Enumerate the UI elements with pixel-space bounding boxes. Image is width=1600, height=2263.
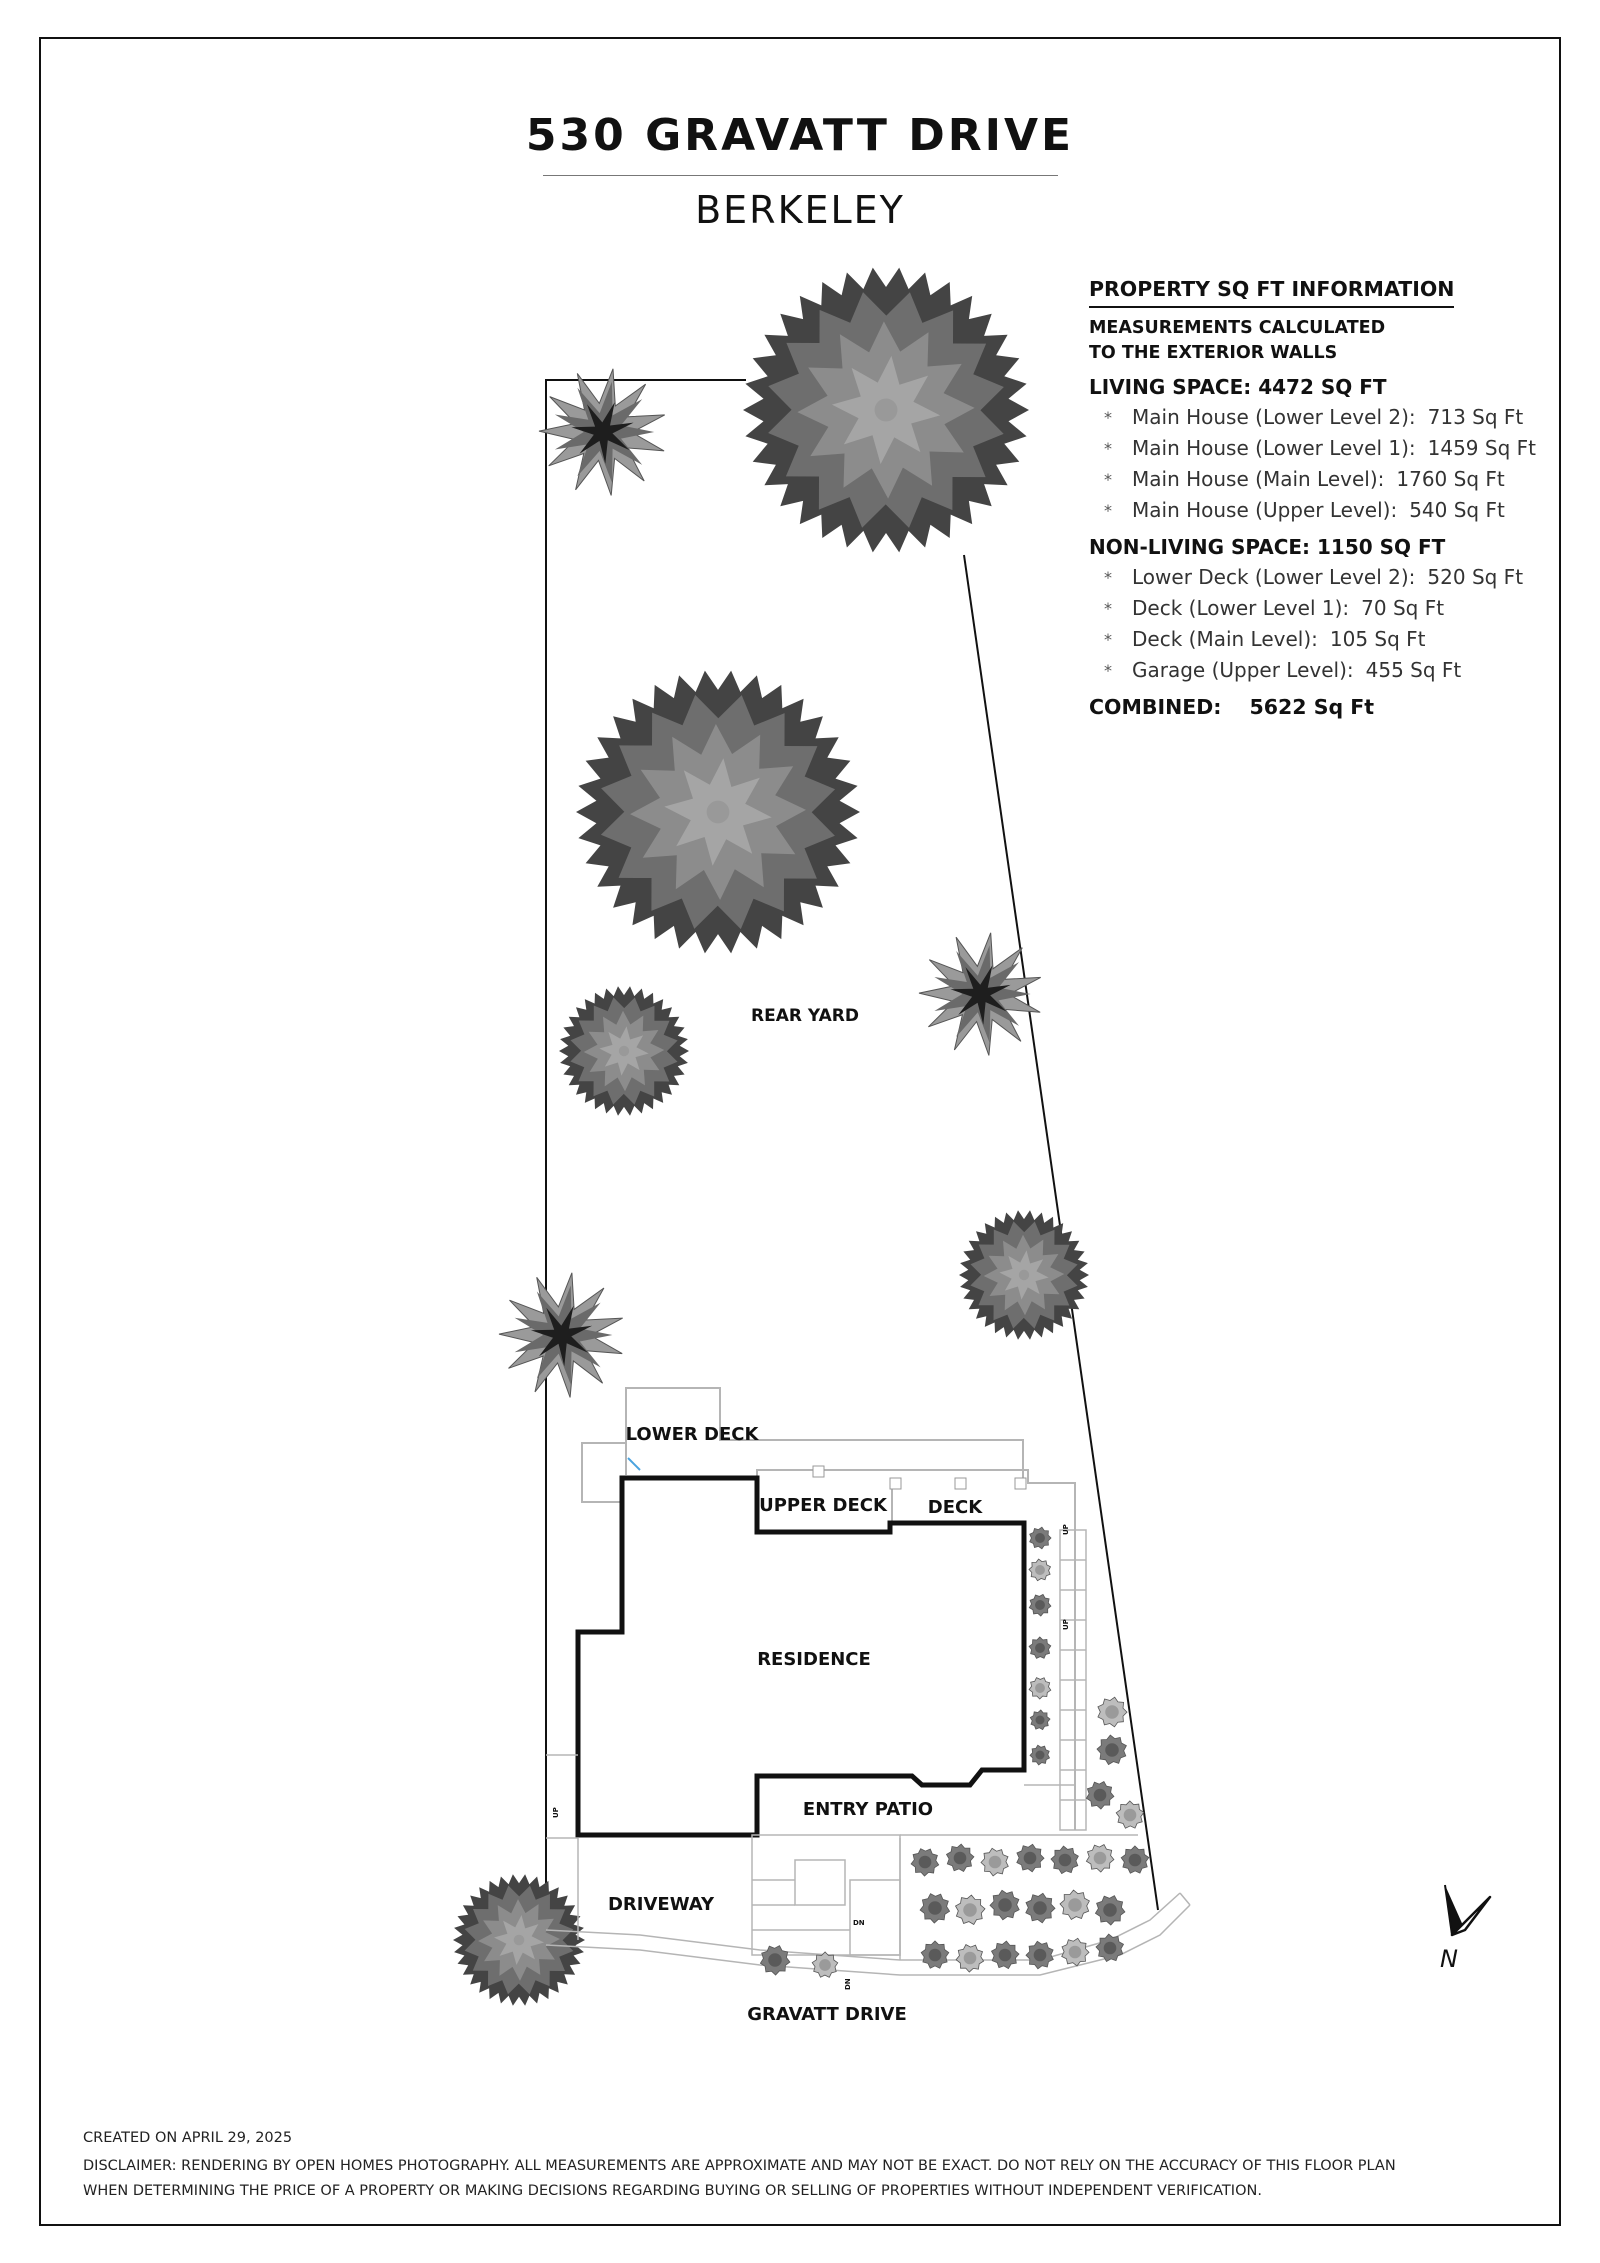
tree-canopy-icon xyxy=(743,268,1029,553)
label-deck: DECK xyxy=(927,1497,983,1518)
shrub-icon xyxy=(956,1895,986,1924)
item-name: Main House (Upper Level): xyxy=(1132,498,1398,522)
combined-label: COMBINED: xyxy=(1089,695,1222,719)
item-name: Main House (Lower Level 2): xyxy=(1132,405,1416,429)
shrub-icon xyxy=(1116,1801,1144,1828)
bullet-star-icon: * xyxy=(1104,408,1112,427)
tree-canopy-icon xyxy=(559,986,689,1115)
item-value: 540 Sq Ft xyxy=(1409,498,1505,522)
shrub-icon xyxy=(1086,1845,1114,1872)
shrub-icon xyxy=(1051,1846,1078,1874)
north-arrow-icon xyxy=(1440,1885,1490,1973)
combined-value: 5622 Sq Ft xyxy=(1249,695,1375,719)
stair-up-note: UP xyxy=(552,1807,560,1818)
shrub-icon xyxy=(1029,1559,1051,1581)
measurement-note-line1: MEASUREMENTS CALCULATED xyxy=(1089,318,1386,338)
stair-dn-note: DN xyxy=(844,1978,852,1990)
palm-tree-icon xyxy=(499,1273,623,1398)
shrub-icon xyxy=(1095,1896,1125,1925)
bullet-star-icon: * xyxy=(1104,630,1112,649)
disclaimer-line2: WHEN DETERMINING THE PRICE OF A PROPERTY OR MAKING DECISIONS REGARDING BUYING OR SELLING OF PROPERTIES WITHOUT INDEPENDENT VERIFICATION. xyxy=(83,2183,1262,2199)
item-name: Deck (Lower Level 1): xyxy=(1132,596,1350,620)
shrub-icon xyxy=(1030,1527,1051,1549)
shrub-icon xyxy=(1097,1735,1126,1765)
deck-post xyxy=(813,1466,824,1477)
label-rear-yard: REAR YARD xyxy=(751,1006,859,1026)
stair-dn-note: DN xyxy=(853,1919,865,1927)
shrub-icon xyxy=(990,1890,1019,1920)
label-street: GRAVATT DRIVE xyxy=(747,2004,907,2025)
label-residence: RESIDENCE xyxy=(757,1649,871,1670)
bullet-star-icon: * xyxy=(1104,439,1112,458)
shrub-icon xyxy=(1096,1934,1124,1961)
item-name: Main House (Lower Level 1): xyxy=(1132,436,1416,460)
bullet-star-icon: * xyxy=(1104,661,1112,680)
shrub-icon xyxy=(947,1844,974,1871)
shrub-icon xyxy=(1029,1637,1051,1658)
north-label: N xyxy=(1440,1945,1458,1973)
shrub-icon xyxy=(956,1945,984,1972)
page-subtitle: BERKELEY xyxy=(695,188,905,232)
bullet-star-icon: * xyxy=(1104,470,1112,489)
sqft-info-heading: PROPERTY SQ FT INFORMATION xyxy=(1089,276,1454,308)
shrub-icon xyxy=(921,1941,949,1968)
lower-deck-left xyxy=(582,1443,626,1502)
shrub-icon xyxy=(1098,1697,1127,1727)
lower-deck-door xyxy=(628,1458,640,1470)
deck-post xyxy=(1015,1478,1026,1489)
palm-tree-icon xyxy=(919,933,1041,1056)
item-name: Lower Deck (Lower Level 2): xyxy=(1132,565,1416,589)
item-name: Deck (Main Level): xyxy=(1132,627,1318,651)
shrub-icon xyxy=(1017,1844,1044,1872)
item-value: 520 Sq Ft xyxy=(1427,565,1524,589)
item-value: 1760 Sq Ft xyxy=(1396,467,1505,491)
shrub-icon xyxy=(992,1941,1020,1969)
shrub-icon xyxy=(1026,1893,1055,1923)
item-name: Garage (Upper Level): xyxy=(1132,658,1354,682)
stair-up-note: UP xyxy=(1062,1619,1070,1630)
bullet-star-icon: * xyxy=(1104,599,1112,618)
shrub-icon xyxy=(1030,1710,1050,1730)
item-value: 105 Sq Ft xyxy=(1329,627,1426,651)
shrub-icon xyxy=(1060,1890,1089,1919)
tree-canopy-icon xyxy=(453,1874,585,2005)
created-date: CREATED ON APRIL 29, 2025 xyxy=(83,2130,293,2146)
label-driveway: DRIVEWAY xyxy=(607,1894,715,1915)
shrub-icon xyxy=(1029,1678,1051,1699)
page-title: 530 GRAVATT DRIVE xyxy=(525,110,1075,161)
label-lower-deck: LOWER DECK xyxy=(625,1424,759,1445)
item-value: 70 Sq Ft xyxy=(1361,596,1445,620)
palm-tree-icon xyxy=(539,369,665,496)
shrub-icon xyxy=(911,1849,939,1876)
shrub-icon xyxy=(1121,1846,1149,1873)
shrub-icon xyxy=(1062,1938,1089,1966)
measurement-note-line2: TO THE EXTERIOR WALLS xyxy=(1089,343,1338,363)
living-space-total: LIVING SPACE: 4472 SQ FT xyxy=(1089,375,1387,399)
label-entry-patio: ENTRY PATIO xyxy=(802,1799,934,1820)
item-value: 455 Sq Ft xyxy=(1365,658,1462,682)
non-living-space-total: NON-LIVING SPACE: 1150 SQ FT xyxy=(1089,535,1446,559)
shrub-icon xyxy=(920,1894,950,1923)
label-upper-deck: UPPER DECK xyxy=(759,1495,887,1516)
shrub-icon xyxy=(1029,1594,1051,1616)
shrub-icon xyxy=(1030,1745,1050,1765)
bullet-star-icon: * xyxy=(1104,501,1112,520)
deck-post xyxy=(890,1478,901,1489)
item-value: 713 Sq Ft xyxy=(1427,405,1524,429)
tree-canopy-icon xyxy=(576,671,860,954)
item-value: 1459 Sq Ft xyxy=(1427,436,1536,460)
shrub-icon xyxy=(981,1848,1008,1876)
shrub-icon xyxy=(1086,1782,1114,1809)
tree-canopy-icon xyxy=(959,1210,1089,1339)
bullet-star-icon: * xyxy=(1104,568,1112,587)
deck-post xyxy=(955,1478,966,1489)
stair-up-note: UP xyxy=(1062,1524,1070,1535)
disclaimer-line1: DISCLAIMER: RENDERING BY OPEN HOMES PHOTOGRAPHY. ALL MEASUREMENTS ARE APPROXIMATE AND MAY NOT BE EXACT. DO NOT RELY ON THE ACCURACY OF THIS FLOOR PLAN xyxy=(83,2158,1396,2174)
shrub-icon xyxy=(1026,1941,1053,1969)
item-name: Main House (Main Level): xyxy=(1132,467,1385,491)
